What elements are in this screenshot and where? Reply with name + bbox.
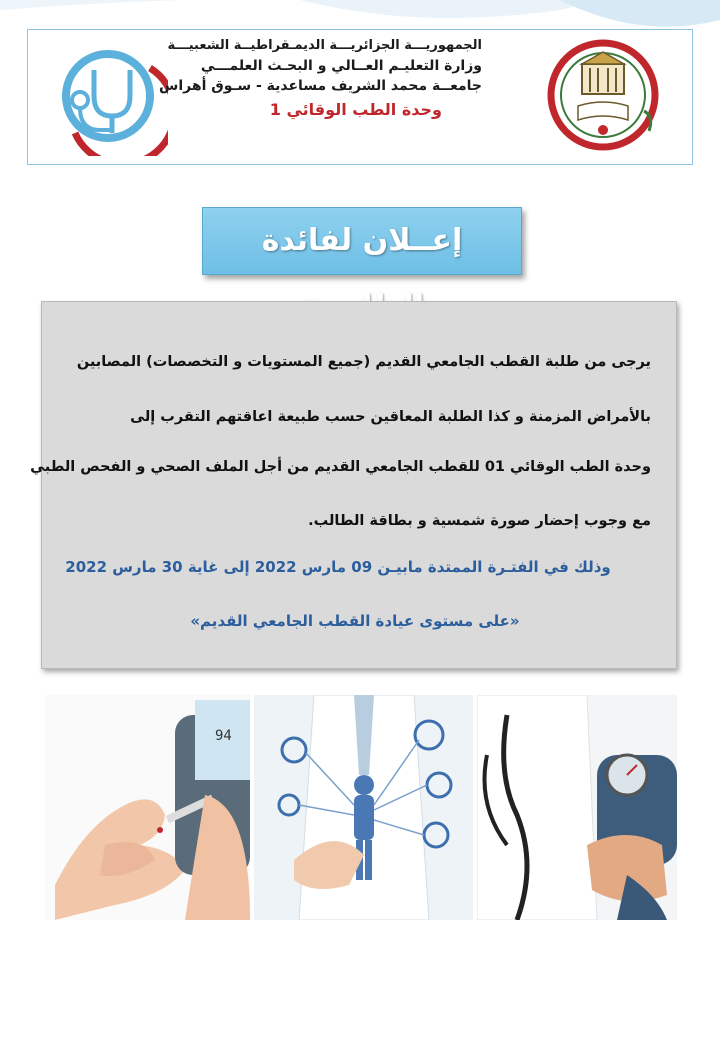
header-text-block (122, 36, 482, 120)
header-line-country: الجمهوريـــة الجزائريـــة الديمـقراطيــة الشعبيـــة (167, 38, 482, 53)
doctor-body-organs-photo (254, 695, 473, 920)
glucose-meter-photo (45, 695, 250, 920)
header-banner (27, 29, 693, 165)
notice-line-4: مع وجوب إحضار صورة شمسية و بطاقة الطالب. (308, 513, 651, 529)
notice-location: «على مستوى عيادة القطب الجامعي القديم» (190, 612, 520, 630)
svg-text:94: 94 (215, 728, 232, 744)
blood-pressure-photo (477, 695, 677, 920)
announcement-title: إعــلان لفائدة (261, 223, 463, 258)
photo-strip (45, 695, 677, 920)
notice-line-1: يرجى من طلبة القطب الجامعي القديم (جميع المستويات و التخصصات) المصابين (76, 354, 651, 370)
header-line-unit: وحدة الطب الوقائي 1 (269, 100, 442, 119)
university-seal-icon (544, 36, 662, 154)
announcement-title-box (202, 207, 522, 275)
header-line-ministry: وزارة التعليـم العــالي و البحـث العلمـــي (200, 58, 482, 74)
notice-box (30, 301, 677, 669)
notice-line-2: بالأمراض المزمنة و كذا الطلبة المعاقين حسب طبيعة اعاقتهم التقرب إلى (130, 409, 651, 425)
notice-period: وذلك في الفتـرة الممتدة مابيـن 09 مارس 2022 إلى غاية 30 مارس 2022 (65, 558, 611, 576)
notice-line-3: وحدة الطب الوقائي 01 للقطب الجامعي القديم من أجل الملف الصحي و الفحص الطبي (30, 459, 651, 475)
header-line-university: جامعــة محمد الشريف مساعدية - سـوق أهراس (159, 78, 482, 94)
